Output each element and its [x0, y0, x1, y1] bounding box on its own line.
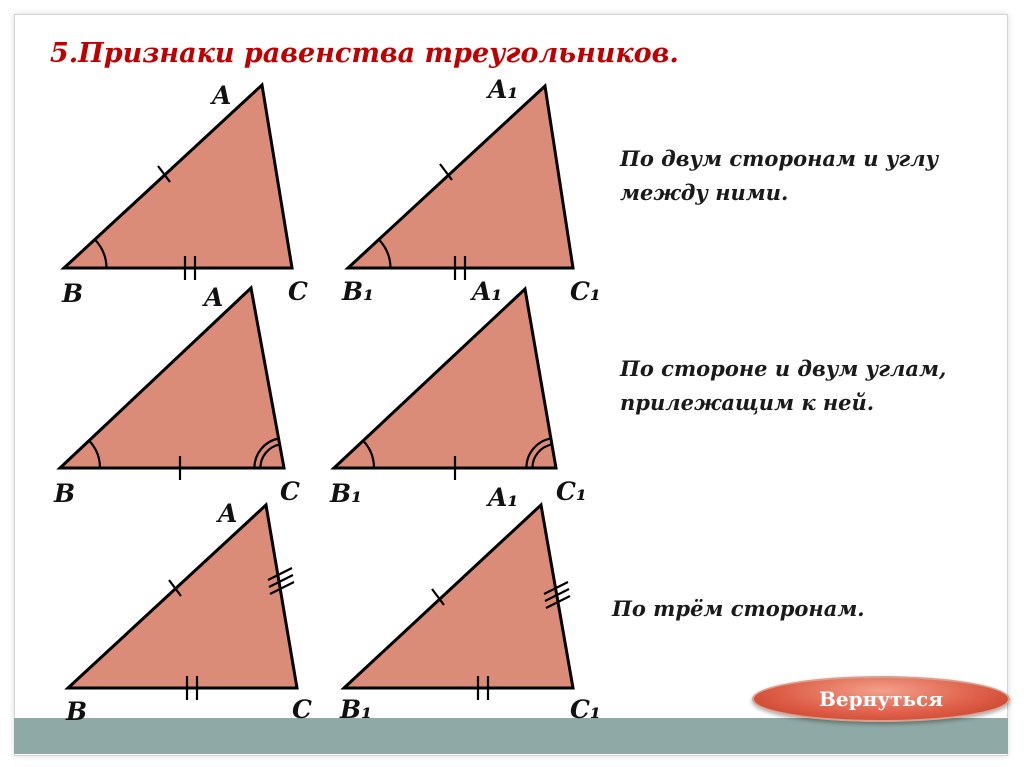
label-a1-row3: A₁	[488, 483, 519, 512]
triangle-a1b1c1-sas	[348, 86, 573, 268]
triangle-a1b1c1-sss	[344, 505, 573, 688]
back-button-label: Вернуться	[819, 687, 943, 711]
back-button[interactable]	[752, 676, 1010, 722]
label-b1-row1: B₁	[342, 277, 375, 306]
criterion-sas-caption: По двум сторонам и углу между ними.	[620, 146, 939, 205]
label-b-row3: B	[66, 697, 88, 726]
label-a1-row2: A₁	[472, 277, 503, 306]
label-c-row2: C	[280, 477, 300, 506]
label-b1-row2: B₁	[330, 479, 363, 508]
triangle-abc-asa	[60, 288, 284, 468]
criterion-asa-caption: По стороне и двум углам, прилежащим к ней.	[620, 356, 947, 415]
label-a1-row1: A₁	[488, 75, 519, 104]
label-b1-row3: B₁	[340, 695, 373, 724]
label-c-row1: C	[288, 277, 308, 306]
label-c1-row3: C₁	[570, 695, 601, 724]
triangle-abc-sss	[68, 505, 297, 688]
triangle-a1b1c1-asa	[334, 289, 556, 468]
slide-title: 5.Признаки равенства треугольников.	[50, 38, 679, 69]
label-a-row2: A	[204, 283, 224, 312]
label-a-row1: A	[212, 81, 232, 110]
label-c1-row1: C₁	[570, 277, 601, 306]
label-b-row2: B	[54, 479, 76, 508]
label-c1-row2: C₁	[556, 477, 587, 506]
label-c-row3: C	[292, 695, 312, 724]
criterion-sss-caption: По трём сторонам.	[612, 596, 865, 621]
label-a-row3: A	[218, 499, 238, 528]
label-b-row1: B	[62, 279, 84, 308]
triangle-abc-sas	[64, 85, 292, 268]
